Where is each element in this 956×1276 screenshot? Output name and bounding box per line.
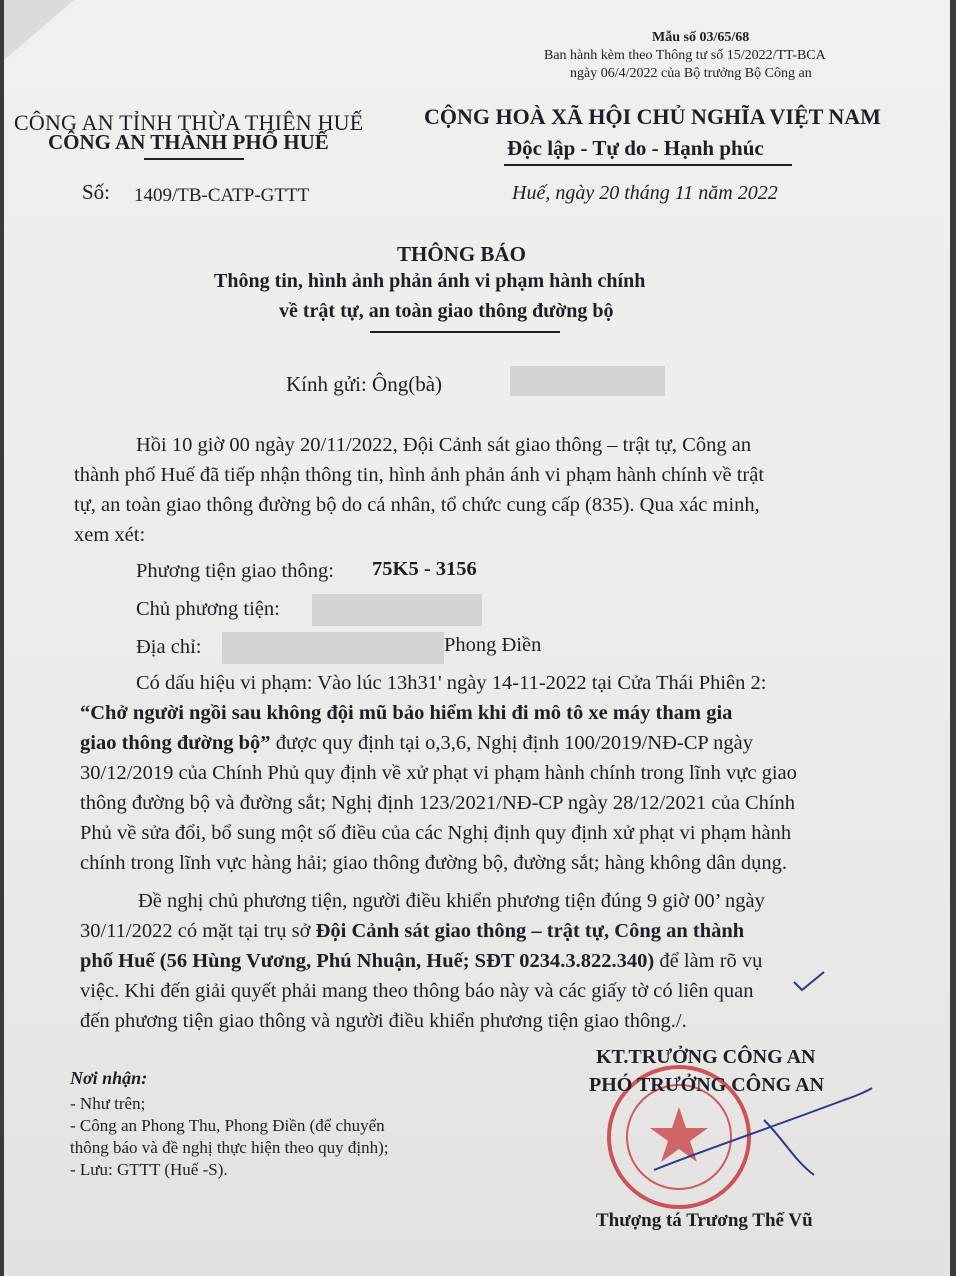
- vehicle-label: Phương tiện giao thông:: [136, 560, 334, 582]
- place-date: Huế, ngày 20 tháng 11 năm 2022: [512, 182, 778, 204]
- recipient-item-1: - Như trên;: [70, 1094, 146, 1113]
- owner-label: Chủ phương tiện:: [136, 598, 280, 620]
- violation-line3: 30/12/2019 của Chính Phủ quy định về xử phạt vi phạm hành chính trong lĩnh vực giao: [80, 762, 797, 784]
- folded-corner: [4, 0, 74, 60]
- form-reference-line2: ngày 06/4/2022 của Bộ trưởng Bộ Công an: [570, 66, 812, 81]
- signer-title-line2: PHÓ TRƯỞNG CÔNG AN: [589, 1074, 825, 1096]
- recipients-title: Nơi nhận:: [70, 1068, 148, 1088]
- document-page: [4, 0, 950, 1276]
- request-line3: [80, 950, 762, 973]
- paragraph1-line4: xem xét:: [74, 524, 146, 546]
- request-line2: [80, 920, 744, 943]
- greeting: Kính gửi: Ông(bà): [286, 372, 443, 396]
- notice-subtitle-line1: Thông tin, hình ảnh phản ánh vi phạm hành chính: [214, 270, 646, 292]
- checkmark-icon: [792, 970, 826, 994]
- address-suffix: Phong Điền: [444, 634, 542, 656]
- request-line2-text: 30/11/2022 có mặt tại trụ sở: [80, 920, 316, 942]
- nation-title: CỘNG HOÀ XÃ HỘI CHỦ NGHĨA VIỆT NAM: [424, 104, 881, 129]
- violation-line5: Phủ về sửa đổi, bổ sung một số điều của các Nghị định quy định xử phạt vi phạm hành: [80, 822, 792, 844]
- violation-legal-basis: được quy định tại o,3,6, Nghị định 100/2019/NĐ-CP ngày: [270, 732, 753, 754]
- motto-underline: [504, 164, 792, 166]
- address-label: Địa chỉ:: [136, 636, 202, 658]
- violation-line4: thông đường bộ và đường sắt; Nghị định 123/2021/NĐ-CP ngày 28/12/2021 của Chính: [80, 792, 796, 814]
- national-motto: Độc lập - Tự do - Hạnh phúc: [507, 136, 764, 160]
- notice-title: THÔNG BÁO: [397, 242, 526, 266]
- recipient-item-2: - Công an Phong Thu, Phong Điền (để chuyển: [70, 1116, 385, 1135]
- recipient-item-4: - Lưu: GTTT (Huế -S).: [70, 1160, 228, 1179]
- violation-line6: chính trong lĩnh vực hàng hải; giao thông đường bộ, đường sắt; hàng không dân dụng.: [80, 852, 787, 874]
- recipient-item-3: thông báo và đề nghị thực hiện theo quy định);: [70, 1138, 389, 1157]
- redacted-recipient-name: [510, 366, 665, 396]
- police-address: phố Huế (56 Hùng Vương, Phú Nhuận, Huế; SĐT 0234.3.822.340): [80, 950, 655, 972]
- paragraph1-line3: tự, an toàn giao thông đường bộ do cá nhân, tổ chức cung cấp (835). Qua xác minh,: [74, 494, 760, 516]
- form-reference-line1: Ban hành kèm theo Thông tư số 15/2022/TT-BCA: [544, 48, 826, 63]
- violation-line2: [80, 732, 753, 755]
- form-number: Mẫu số 03/65/68: [652, 30, 750, 45]
- violation-intro: Có dấu hiệu vi phạm: Vào lúc 13h31' ngày 14-11-2022 tại Cửa Thái Phiên 2:: [136, 672, 767, 694]
- request-line4: việc. Khi đến giải quyết phải mang theo thông báo này và các giấy tờ có liên quan: [80, 980, 754, 1002]
- document-number: 1409/TB-CATP-GTTT: [134, 185, 310, 206]
- request-line3-text: để làm rõ vụ: [654, 950, 763, 972]
- title-underline: [370, 331, 560, 333]
- agency-underline: [144, 158, 244, 160]
- signer-title-line1: KT.TRƯỞNG CÔNG AN: [596, 1046, 816, 1068]
- police-unit: Đội Cảnh sát giao thông – trật tự, Công an thành: [315, 920, 745, 942]
- request-line5: đến phương tiện giao thông và người điều khiển phương tiện giao thông./.: [80, 1010, 687, 1032]
- document-number-label: Số:: [82, 180, 111, 204]
- vehicle-plate: 75K5 - 3156: [372, 558, 477, 580]
- request-line1: Đề nghị chủ phương tiện, người điều khiển phương tiện đúng 9 giờ 00’ ngày: [138, 890, 765, 912]
- violation-description-line2: giao thông đường bộ”: [80, 732, 271, 754]
- paragraph1-line2: thành phố Huế đã tiếp nhận thông tin, hình ảnh phản ánh vi phạm hành chính về trật: [74, 464, 765, 486]
- agency-name: CÔNG AN THÀNH PHỐ HUẾ: [48, 130, 329, 154]
- redacted-owner: [312, 594, 482, 626]
- paragraph1-line1: Hồi 10 giờ 00 ngày 20/11/2022, Đội Cảnh sát giao thông – trật tự, Công an: [136, 434, 752, 456]
- redacted-address: [222, 632, 444, 664]
- handwritten-signature-icon: [644, 1060, 874, 1190]
- violation-description-line1: “Chở người ngồi sau không đội mũ bảo hiểm khi đi mô tô xe máy tham gia: [80, 702, 733, 724]
- notice-subtitle-line2: về trật tự, an toàn giao thông đường bộ: [279, 300, 614, 322]
- agency-parent: CÔNG AN TỈNH THỪA THIÊN HUẾ: [14, 110, 364, 135]
- signer-name: Thượng tá Trương Thế Vũ: [596, 1210, 813, 1231]
